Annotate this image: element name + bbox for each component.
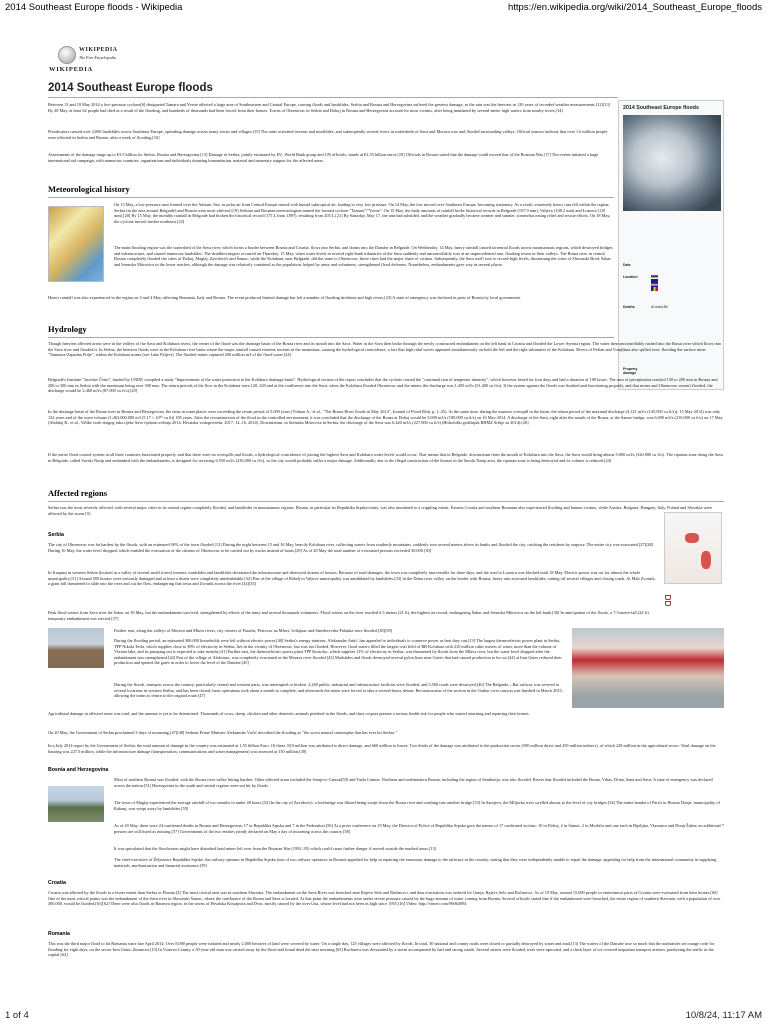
romania-paragraph-1: This was the third major flood to hit Romania since late April 2014. Over 8,000 people were isolated and nearly 2,000 hectares of land were covered by water. On a single day, 125 villages were affected by floods. In total, 30 national and county roads were closed or partially destroyed by water and mud.[13] The waters of the Danube rose so much that the authorities set orange code for flooding for eight days, on the sector Iron Gates–Zimnicea.[13] In Vrancea County, a 50-year-old man was carried away by the flood and found dead the next morning.[63] Bucharest was devastated by a storm accompanied by hail and strong winds. Several streets were flooded, trees were uprooted, and a thick layer of ice covered important transport arteries, paralyzing the traffic in the capital.[64] bbox=[48, 941, 715, 958]
infobox-deaths-label: Deaths bbox=[623, 305, 635, 309]
hydrology-paragraph-2: Belgrade's Institute "Jaroslav Černi", funded by UNDP, compiled a study "Improvement of the water protection in the Kolubara drainage basin". Hydrological section of the report concludes that the cyclone caused the "continual rain of temperate intensity", which however lasted for four days and had a duration of 100 hours. The sum of precipitation reached 150 to 200 mm in Bosnia and 200 to 300 mm in Serbia with the maximum being over 300 mm. The return periods of the flow in the Kolubara were 120–320 and at the confluence into the Sava, when the Kolubara flooded Obrenovac and the mines, the discharge was 1,450 m3/s (51,400 cu ft/s). If the system against the floods was finished and functioning properly, and that mines and Obrenovac weren't flooded, the discharge would be 2,460 m3/s (87,000 cu ft/s).[25] bbox=[48, 377, 718, 394]
infobox-property-label: Property damage bbox=[623, 367, 638, 375]
serbia-paragraph-1: The city of Obrenovac was hit hardest by the floods, with an estimated 90% of the town flooded.[13] During the night between 15 and 16 May, heavily Kolubara river, collecting waters from southerly mountains, suddenly rose several meters above its banks and flooded the city, catching the residents by surprise. The entire city was evacuated.[27][28] During 16 May, the water level dropped, which enabled the evacuation of the citizens of Obrenovac to be carried out by trucks instead of boats.[29] As of 20 May the total number of evacuated persons exceeded 30,000.[30] bbox=[48, 542, 654, 553]
infobox-satellite-image[interactable] bbox=[623, 115, 721, 211]
serbia-paragraph-9: In a July 2014 report by the Government of Serbia, the total amount of damage in the country was estimated at 1.55 billion Euro. Of these, 810 million was attributed to direct damage, and 660 million to losses. Two thirds of the damage was attributed to the production sector (590 million direct and 459 million indirect), of which 228 million in the agricultural sector. Total damage on the housing was 227.5 million, while the infrastructure damage (transportation, communications and water management) was assessed at 150 million.[49] bbox=[48, 743, 716, 754]
intro-paragraph-1: Between 13 and 18 May 2014 a low-pressure cyclone[6] designated Tamara and Yvette affected a large area of Southeastern and Central Europe, causing floods and landslides. Serbia and Bosnia and Herzegovina suffered the greatest damage, as the rain was the heaviest in 120 years of recorded weather measurements.[12][13] By 20 May, at least 62 people had died as a result of the flooding, and hundreds of thousands had been forced from their homes. Towns of Obrenovac in Serbia and Doboj in Bosnia and Herzegovina account for most victims, after being inundated by several-meter high waters from nearby rivers.[14] bbox=[48, 102, 611, 113]
title-divider bbox=[48, 97, 618, 98]
flooded-road-image[interactable] bbox=[48, 628, 104, 668]
print-datetime: 10/8/24, 11:17 AM bbox=[685, 1010, 762, 1021]
serbia-paragraph-6: During the floods, transport across the country, particularly central and western parts, was interrupted or broken. 2,260 public, industrial and infrastructure facilities were flooded, and 3,500 roads were destroyed.[46] The Belgrade—Bar railway was severed at several locations in western Serbia, and has been closed; basic operations took about a month to complete, and afterwards the trains were forced to take a several-hours detour. Reconstruction of the section in the Grabac river canyon was finished in March 2015, allowing the trains to return to the original route.[47] bbox=[114, 682, 563, 699]
hydrology-paragraph-4: If the entire flood control system in all three countries functioned properly, and that there were no overspills and floods, a hydrological coincidence of joining the highest Sava and Kolubara water levels would occur. That means that in Belgrade, downstream from the mouth of Kolubara into the Sava, the Sava would bring almost 9,000 m3/s (320,000 cu ft/s). The riparian zone along the Sava in Belgrade, called Savski Nasip and embanked with the embankments, is designed for receiving 6,550 m3/s (230,000 cu ft/s), so the city would probably suffer a major damage. Additionally, due to the illegal construction of the houses in the Savski Nasip area, the riparian zone is being destroyed and its volume is reduced.[24] bbox=[48, 452, 724, 463]
infobox-title: 2014 Southeast Europe floods bbox=[623, 105, 699, 111]
wikipedia-logo[interactable] bbox=[48, 44, 128, 76]
bosnia-paragraph-5: The chief executive of Željeznice Republike Srpske, the railway operator in Republika Srpska (one of two railway operators in Bosnia) appealed for help in repairing the enormous damage to the railways in the country, stating that they were independently unable to repair the damage, appealing for help from the international community in supplying materials, mechanization and financial assistance.[59] bbox=[114, 857, 717, 868]
intro-paragraph-3: Assessments of the damage range up to €3.5 billion for Serbia, Bosnia and Herzegovina.[13] Damage in Serbia, jointly estimated by EU, World Bank group and UN officials, stands at €1.55 billion euros.[18] Officials in Bosnia stated that the damage could exceed that of the Bosnian War.[17] The events initiated a large international aid campaign, with numerous countries, organizations and individuals donating humanitarian, material and monetary support for the affected areas. bbox=[48, 152, 599, 163]
flooded-area-marker bbox=[701, 551, 711, 569]
serbia-paragraph-3: Peak flood waters from Sava river hit Šabac on 18 May, but the embankments survived, strengthened by efforts of the army and several thousands volunteers. Flood waters on the river reached 6.3 metres (21 ft), the highest on record, endangering Šabac and Sremska Mitrovica on the left bank.[36] In anticipation of the floods, a 7.3-metre-tall (24 ft) temporary embankment was erected.[37] bbox=[48, 610, 649, 621]
croatia-paragraph-1: Croatia was affected by the floods to a lesser extent than Serbia or Bosnia.[2] The most critical area was in southern Slavonia. The embankment on the Sava River was breached near Rajevo Selo and Račinovci, and thus evacuation was ordered for Gunja, Rajevo Selo and Račinovci. As of 19 May, around 15,000 people in easternmost parts of Croatia were evacuated from their homes.[60] One of the most critical points was the embankment of the Sava river in Slavonski Šamac, where the confluence of the Bosna and Sava is located. At that point the embankments were under severe pressure caused by the huge amount of water coming from Bosnia. Several officials stated that if the embankment were breached, the entire region of southern Slavonia, with a population of over 300,000, would be flooded.[61][62] There were also floods in Baranya region, in the towns of Hrvatska Kostajnica and Dvor, mostly caused by the river Una, whose level had not been as high since 1955.[16] Video: http://vimeo.com/96064094 bbox=[48, 890, 721, 907]
section-divider bbox=[48, 197, 614, 198]
article-page bbox=[48, 44, 724, 999]
serbia-paragraph-7: Agricultural damage in affected areas was total, and the amount is yet to be determined. Thousands of cows, sheep, chicken and other domestic animals perished in the floods, and their corpses present a serious health risk for people who started returning and repairing their homes. bbox=[48, 711, 530, 716]
section-heading-hydrology: Hydrology bbox=[48, 324, 87, 334]
page-title: 2014 Southeast Europe floods bbox=[48, 82, 213, 94]
subsection-heading-romania: Romania bbox=[48, 931, 70, 937]
bosnia-paragraph-4: It was speculated that the floodwaters might have disturbed land mines left over from the Bosnian War (1992–95) which could cause further danger if moved outside the marked areas.[13] bbox=[114, 846, 437, 851]
section-heading-meteorological: Meteorological history bbox=[48, 184, 130, 194]
bosnia-flood-image[interactable] bbox=[48, 786, 104, 822]
infobox-location-label: Location bbox=[623, 275, 638, 279]
subsection-heading-croatia: Croatia bbox=[48, 880, 66, 886]
logo-wordmark: WIKIPEDIA bbox=[79, 47, 118, 53]
subsection-heading-bosnia: Bosnia and Herzegovina bbox=[48, 767, 109, 773]
section-divider bbox=[48, 501, 724, 502]
page-counter: 1 of 4 bbox=[5, 1010, 29, 1021]
section-heading-affected: Affected regions bbox=[48, 488, 108, 498]
infobox-deaths-value: At least 86 bbox=[651, 305, 668, 309]
section-divider bbox=[48, 337, 614, 338]
flooded-area-marker bbox=[685, 533, 699, 543]
print-footer bbox=[0, 1008, 768, 1024]
logo-wordmark-small: WIKIPEDIA bbox=[49, 66, 94, 73]
logo-tagline: The Free Encyclopedia bbox=[79, 55, 117, 60]
bosnia-paragraph-1: Most of northern Bosnia was flooded, with the Bosna river valley hitting hardest. Other affected areas included the Sarajevo Canton[50] and Tuzla Canton. Northern and northeastern Bosnia, including the region of Semberija, was also flooded. Rivers that flooded included the Bosna, Vrbas, Drina, Sana and Sava. A state of emergency was declared across the nation.[51] Herzegovina in the south and central regions were not hit by floods. bbox=[114, 777, 713, 788]
wikipedia-globe-icon bbox=[58, 46, 76, 64]
intro-paragraph-2: Floodwaters caused over 2,000 landslides across Southeast Europe, spreading damage across many towns and villages.[15] The rains activated torrents and mudslides, and subsequently several rivers in watersheds of Sava and Morava rose and flooded surrounding valleys. Official sources indicate that over 1.6 million people were affected in Serbia and Bosnia, after a week of flooding.[16] bbox=[48, 129, 608, 140]
meteorological-paragraph-1: On 13 May, a low-pressure area formed over the Adriatic Sea, as polar air from Central Europe mixed with humid subtropical air, leading to very low pressure. On 14 May, the low moved over Southeast Europe, becoming stationary. As a result, extremely heavy rain fell within the region; Serbia (in the area around Belgrade) and Bosnia were most affected.[19] Serbian and Bosnian meteorologists named the formed cyclone "Tamara"/"Yvette". On 15 May, the daily amounts of rainfall broke historical records in Belgrade (107.9 mm), Valjevo (108.2 mm) and Loznica (110 mm).[20] By 15 May, the monthly rainfall in Belgrade had broken the historical record (175 L from 1897), resulting from 205 L.[21] By Saturday, May 17, the rain had subsided, and the weather gradually became warmer and sunnier, somewhat easing relief and rescue efforts. On 18 May, the cyclone moved further northeast.[22] bbox=[114, 202, 611, 224]
affected-areas-map-image[interactable] bbox=[664, 512, 722, 584]
serbia-paragraph-8: On 20 May, the Government of Serbia proclaimed 3 days of mourning.[47][48] Serbian Prime Minister Aleksandar Vučić described the flooding as "the worst natural catastrophe that has ever hit Serbia." bbox=[48, 730, 397, 735]
print-url: https://en.wikipedia.org/wiki/2014_Southeast_Europe_floods bbox=[507, 2, 762, 13]
flag-icon bbox=[651, 287, 658, 291]
hydrology-paragraph-1: Though heaviest affected areas were in the valleys of the Sava and Kolubara rivers, the center of the flood was the drainage basin of the Bosna river and its mouth into the Sava. Water in the Sava then broke through the newly constructed embankment on the left bank in Croatia and flooded the Lower Syrmia region. The water then uncontrollably rushed into the Bosut river which flows into the Sava river and flooded it. In Serbia, the heaviest floods were in the Kolubara river basin where the major rainfall caused extreme torrents in the mountains, causing the hydrological coincidence, a fact that high tidal waves appeared simultaneously on both the left and the right tributaries of the Kolubara. Rivers of Peštan and Vranjština also spilled over, flooding the surface mine "Tamnava-Zapadno Polje", within the Kolubara mines (see Lake Paljevi). The flooded mines captured 200 million m3 of the flood water.[24] bbox=[48, 341, 722, 358]
flooded-town-image[interactable] bbox=[572, 628, 724, 708]
serbia-paragraph-4: Further east, along the valleys of Morava and Mlava rivers, city centers of Paraćin, Petrovac na Mlavi, Svilajnac and Smederevska Palanka were flooded.[38][39] bbox=[114, 628, 393, 633]
meteorological-paragraph-2: The main flooding region was the watershed of the Sava river, which forms a border between Bosnia and Croatia, flows into Serbia, and drains into the Danube in Belgrade. On Wednesday, 14 May, heavy rainfall caused torrential floods across mountainous regions, which destroyed bridges and infrastructure, and caused numerous landslides. The deadliest impact occurred on Thursday, 15 May, when water levels in several right-bank tributaries of the Sava suddenly and uncontrollably rose at an unprecedented rate, flooding towns in their valleys. The Bosna river in central Bosnia completely flooded the cities of Doboj, Maglaj, Zavidovići and Šamac, while the Kolubara, near Belgrade, did the same to Obrenovac; those cities had the major share of victims. Subsequently, the Sava itself rose to record-high levels, threatening the cities of Slavonski Brod, Šabac and Sremska Mitrovica in the lower reaches, although the damage was relatively contained as the population, helped by army and volunteers, strengthened flood defenses. Nonetheless, embankments gave way in several places. bbox=[114, 245, 613, 267]
rainfall-map-image[interactable] bbox=[48, 206, 104, 282]
bosnia-paragraph-3: As of 20 May, there were 24 confirmed deaths in Bosnia and Herzegovina: 17 in Republika Srpska and 7 in the Federation.[56] At a press conference on 19 May, the Director of Police of Republika Srpska gave the names of 17 confirmed victims: 10 in Doboj, 2 in Šamac, 2 in Modriča and one each in Bijeljina, Vlasenica and Donji Žabar; an additional 7 persons are still listed as missing.[57] Governments of the two entities jointly declared on May a day of mourning across the country.[58] bbox=[114, 823, 724, 834]
infobox-date-label: Date bbox=[623, 263, 631, 267]
serbia-paragraph-2: In Krupanj in western Serbia (located in a valley of several small rivers) torrents, mudslides and landslides devastated the infrastructure and destroyed dozens of houses. Because of road damages, the town was completely inaccessible for three days, and the road to Loznica was blocked until 18 May. Electric power was cut for almost the whole municipality.[31] Around 500 houses were seriously damaged and at least a dozen were completely uninhabitable.[32] Part of the village of Rebelj in Valjevo municipality was annihilated by landslides.[33] In the Drina river valley, on the border with Bosnia, heavy rain activated landslides, cutting off several villages and closing roads. At Mali Zvornik, a giant hill threatened to slide into the river and cut the flow, endangering that town and Zvornik across the river.[34][35] bbox=[48, 570, 656, 587]
hydrology-paragraph-3: In the drainage basin of the Bosna river in Bosnia and Herzegovina, the rains in some places were exceeding the return period of 5,000 years (Vidmar A., et al., "The Bosna River floods in May 2014", Journal of Flood Risk, p. 1–25). At the same time, during the massive overspill in the basin, the return period of the maximal discharge (4,121 m3/s (145,500 cu ft/s)), 15 May 2014) was only 132 years and of the wave volume (1,463,000,000 m3 (5.17 × 10¹⁰ cu ft)) 185 years. After the reconstruction of the flood in the controlled environment, it was concluded that the discharge of the Bosna at Doboj would be 5,000 m3/s (180,000 cu ft/s) on 16 May 2014. A discharge of the Sava, right after the mouth of the Bosna, at the Šamac bridge, was 6,000 m3/s (210,000 cu ft/s) on 17 May (Abdulaj B., et al., Velike vode drugog tuka rijeke Save tijekom svibnja 2014, Hrvatska vodoprivreda, 2017, 14–16, 2014). Downstream, in Sremska Mitrovica in Serbia, the discharge of the Sava was 6,420 m3/s (227,000 cu ft/s) (Hidrološki godišnjak RHMZ Srbije za 2014).[26] bbox=[48, 409, 723, 426]
affected-intro: Serbia was the most severely affected, with several major cities in its central region completely flooded, and landslides in mountainous regions. Bosnia, in particular its Republika Srpska entity, was also inundated to a crippling extent. Eastern Croatia and southern Romania also experienced flooding and human victims, while Austria, Bulgaria, Hungary, Italy, Poland and Slovakia were affected by the storm.[5] bbox=[48, 505, 712, 516]
print-title: 2014 Southeast Europe floods - Wikipedia bbox=[5, 2, 183, 13]
subsection-heading-serbia: Serbia bbox=[48, 532, 64, 538]
bosnia-paragraph-2: The town of Maglaj experienced the average rainfall of two months in under 48 hours.[52] In the city of Zavidovići, a footbridge was filmed being swept down the Bosna river and crashing into another bridge.[53] In Sarajevo, the Miljacka river swelled almost to the level of city bridges.[54] The entire hamlet of Parići in Hrasno Donje, municipality of Kakanj, was swept away by landslides.[55] bbox=[114, 800, 720, 811]
coat-of-arms-icon bbox=[665, 595, 671, 607]
meteorological-paragraph-3: Heavy rainfall was also experienced in the region on 3 and 4 May, affecting Romania, Italy and Bosnia. The event produced limited damage but left a number of flooding incidents and high rivers.[23] A state of emergency was declared in parts of Bosnia by local government. bbox=[48, 295, 521, 300]
print-header bbox=[0, 0, 768, 14]
serbia-paragraph-5: During the flooding period, an estimated 300,000 households were left without electric power.[40] Serbia's energy minister, Aleksandar Antić, has appealed to individuals to conserve power as best they can.[13] The largest thermoelectric power plant in Serbia, TPP Nikola Tesla, which supplies close to 50% of electricity in Serbia, lies in the vicinity of Obrenovac, but was not flooded. However, flood waters filled the largest coal field of RB Kolubara with 210 million cubic meters of water, more than the volume of Vlasina lake, and its pumping out is expected to take months.[41] Further east, the thermoelectric power plant TPP Kostolac, which supplies 11% of electricity in Serbia, was threatened by floods from the Mlava river, but the water level dropped after the embankment was strengthened.[42] Part of the village of Aleksinac, was completely evacuated as the Morava river flooded.[43] Mudslides and floods destroyed several pylon lines near Gaćeo that had caused production to be cut.[44] at Iron Gates reduced their production and opened the gates in order to lower the level of the Danube.[45] bbox=[114, 638, 562, 666]
infobox-location-flags bbox=[651, 275, 660, 291]
